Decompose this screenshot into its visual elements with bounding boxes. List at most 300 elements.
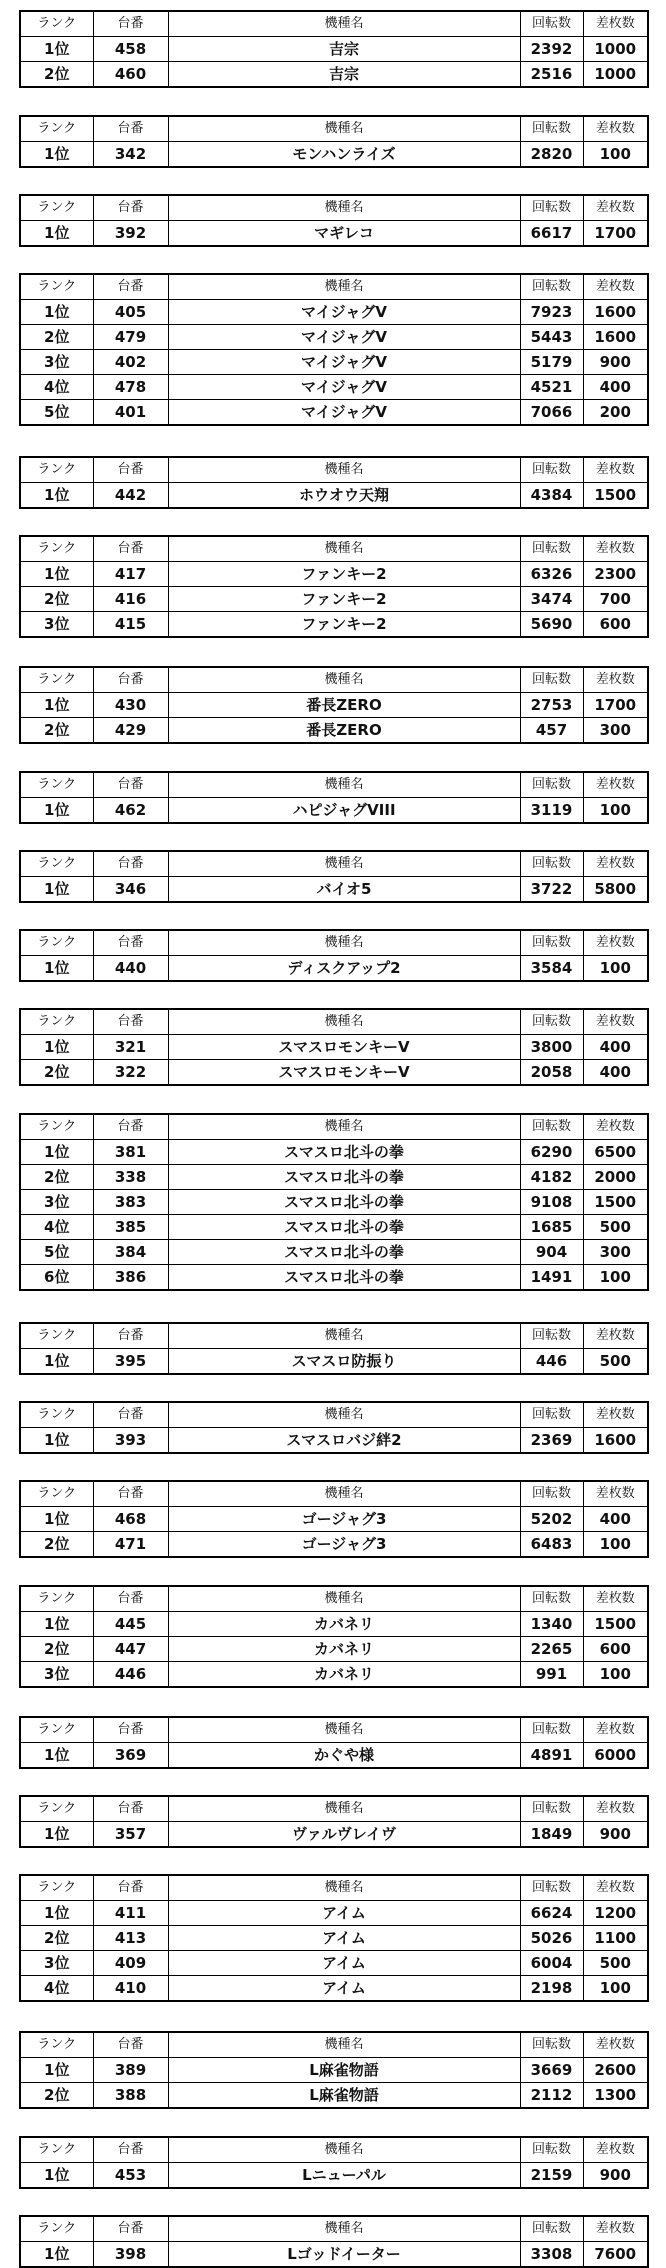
- diff-cell: 100: [583, 142, 648, 168]
- machine-ranking-table: [19, 666, 649, 744]
- rank-cell: 1位: [20, 2058, 93, 2083]
- diff-cell: 1600: [583, 300, 648, 325]
- table-header-row: [20, 1796, 648, 1822]
- machine-number-cell: 389: [93, 2058, 168, 2083]
- machine-number-cell: 392: [93, 221, 168, 247]
- table-row: [20, 587, 648, 612]
- machine-number-cell: 417: [93, 562, 168, 587]
- machine-number-cell: 429: [93, 718, 168, 744]
- model-name-cell: かぐや様: [168, 1743, 520, 1769]
- table-row: [20, 1060, 648, 1086]
- header-rank: ランク: [20, 1114, 93, 1140]
- rank-cell: 1位: [20, 37, 93, 62]
- machine-number-cell: 383: [93, 1190, 168, 1215]
- machine-ranking-table: [19, 2031, 649, 2109]
- spins-cell: 991: [520, 1662, 583, 1688]
- header-model-name: 機種名: [168, 1323, 520, 1349]
- model-name-cell: ファンキー2: [168, 562, 520, 587]
- table-row: [20, 1140, 648, 1165]
- rank-cell: 2位: [20, 1637, 93, 1662]
- diff-cell: 900: [583, 2163, 648, 2189]
- model-name-cell: Lゴッドイーター: [168, 2242, 520, 2268]
- machine-ranking-table: [19, 929, 649, 982]
- header-machine-number: 台番: [93, 667, 168, 693]
- model-name-cell: ゴージャグ3: [168, 1532, 520, 1558]
- spins-cell: 904: [520, 1240, 583, 1265]
- table-header-row: [20, 1481, 648, 1507]
- diff-cell: 100: [583, 1662, 648, 1688]
- diff-cell: 400: [583, 1035, 648, 1060]
- table-row: [20, 62, 648, 88]
- header-machine-number: 台番: [93, 772, 168, 798]
- diff-cell: 500: [583, 1349, 648, 1375]
- header-spins: 回転数: [520, 2216, 583, 2242]
- model-name-cell: マイジャグV: [168, 325, 520, 350]
- machine-ranking-table: [19, 1585, 649, 1688]
- machine-ranking-table: [19, 2215, 649, 2268]
- header-spins: 回転数: [520, 116, 583, 142]
- header-model-name: 機種名: [168, 667, 520, 693]
- diff-cell: 900: [583, 1822, 648, 1848]
- rank-cell: 1位: [20, 1428, 93, 1454]
- table-row: [20, 798, 648, 824]
- header-rank: ランク: [20, 1796, 93, 1822]
- model-name-cell: L麻雀物語: [168, 2083, 520, 2109]
- table-row: [20, 1035, 648, 1060]
- table-header-row: [20, 1402, 648, 1428]
- diff-cell: 200: [583, 400, 648, 426]
- model-name-cell: スマスロ北斗の拳: [168, 1190, 520, 1215]
- diff-cell: 1000: [583, 62, 648, 88]
- header-rank: ランク: [20, 1586, 93, 1612]
- model-name-cell: ゴージャグ3: [168, 1507, 520, 1532]
- header-model-name: 機種名: [168, 851, 520, 877]
- model-name-cell: スマスロモンキーV: [168, 1060, 520, 1086]
- spins-cell: 6004: [520, 1951, 583, 1976]
- rank-cell: 2位: [20, 1165, 93, 1190]
- diff-cell: 2000: [583, 1165, 648, 1190]
- rank-cell: 1位: [20, 1140, 93, 1165]
- header-diff: 差枚数: [583, 195, 648, 221]
- machine-number-cell: 342: [93, 142, 168, 168]
- header-spins: 回転数: [520, 274, 583, 300]
- model-name-cell: Lニューパル: [168, 2163, 520, 2189]
- header-diff: 差枚数: [583, 457, 648, 483]
- header-machine-number: 台番: [93, 195, 168, 221]
- diff-cell: 300: [583, 718, 648, 744]
- machine-ranking-table: [19, 1322, 649, 1375]
- table-row: [20, 1349, 648, 1375]
- header-rank: ランク: [20, 1009, 93, 1035]
- header-spins: 回転数: [520, 1717, 583, 1743]
- model-name-cell: 番長ZERO: [168, 693, 520, 718]
- diff-cell: 1300: [583, 2083, 648, 2109]
- rank-cell: 1位: [20, 956, 93, 982]
- rank-cell: 1位: [20, 300, 93, 325]
- spins-cell: 6483: [520, 1532, 583, 1558]
- table-row: [20, 300, 648, 325]
- header-model-name: 機種名: [168, 457, 520, 483]
- header-machine-number: 台番: [93, 1875, 168, 1901]
- header-spins: 回転数: [520, 1586, 583, 1612]
- diff-cell: 1500: [583, 1612, 648, 1637]
- diff-cell: 2600: [583, 2058, 648, 2083]
- model-name-cell: マイジャグV: [168, 375, 520, 400]
- machine-number-cell: 393: [93, 1428, 168, 1454]
- spins-cell: 2112: [520, 2083, 583, 2109]
- header-machine-number: 台番: [93, 274, 168, 300]
- table-row: [20, 350, 648, 375]
- rank-cell: 2位: [20, 1926, 93, 1951]
- model-name-cell: スマスロモンキーV: [168, 1035, 520, 1060]
- model-name-cell: スマスロ北斗の拳: [168, 1165, 520, 1190]
- model-name-cell: カバネリ: [168, 1637, 520, 1662]
- table-header-row: [20, 116, 648, 142]
- spins-cell: 2198: [520, 1976, 583, 2002]
- table-header-row: [20, 772, 648, 798]
- machine-number-cell: 471: [93, 1532, 168, 1558]
- header-model-name: 機種名: [168, 2216, 520, 2242]
- rank-cell: 1位: [20, 877, 93, 903]
- header-rank: ランク: [20, 116, 93, 142]
- machine-number-cell: 446: [93, 1662, 168, 1688]
- model-name-cell: ホウオウ天翔: [168, 483, 520, 509]
- spins-cell: 6326: [520, 562, 583, 587]
- machine-number-cell: 402: [93, 350, 168, 375]
- table-header-row: [20, 457, 648, 483]
- machine-ranking-table: [19, 1113, 649, 1291]
- machine-number-cell: 413: [93, 1926, 168, 1951]
- model-name-cell: スマスロ北斗の拳: [168, 1215, 520, 1240]
- spins-cell: 2392: [520, 37, 583, 62]
- header-rank: ランク: [20, 2137, 93, 2163]
- table-row: [20, 2242, 648, 2268]
- diff-cell: 1600: [583, 1428, 648, 1454]
- table-row: [20, 877, 648, 903]
- table-row: [20, 1743, 648, 1769]
- header-model-name: 機種名: [168, 1114, 520, 1140]
- diff-cell: 700: [583, 587, 648, 612]
- spins-cell: 5443: [520, 325, 583, 350]
- header-diff: 差枚数: [583, 1402, 648, 1428]
- header-rank: ランク: [20, 274, 93, 300]
- spins-cell: 3119: [520, 798, 583, 824]
- rank-cell: 4位: [20, 1976, 93, 2002]
- table-header-row: [20, 195, 648, 221]
- header-spins: 回転数: [520, 2032, 583, 2058]
- rank-cell: 2位: [20, 325, 93, 350]
- header-rank: ランク: [20, 1402, 93, 1428]
- model-name-cell: アイム: [168, 1926, 520, 1951]
- rank-cell: 4位: [20, 375, 93, 400]
- spins-cell: 3474: [520, 587, 583, 612]
- header-machine-number: 台番: [93, 11, 168, 37]
- header-machine-number: 台番: [93, 1586, 168, 1612]
- model-name-cell: アイム: [168, 1976, 520, 2002]
- diff-cell: 100: [583, 1532, 648, 1558]
- rank-cell: 1位: [20, 2242, 93, 2268]
- model-name-cell: スマスロ北斗の拳: [168, 1265, 520, 1291]
- spins-cell: 1340: [520, 1612, 583, 1637]
- diff-cell: 1700: [583, 693, 648, 718]
- machine-ranking-table: [19, 850, 649, 903]
- rank-cell: 2位: [20, 1532, 93, 1558]
- diff-cell: 7600: [583, 2242, 648, 2268]
- header-machine-number: 台番: [93, 2216, 168, 2242]
- diff-cell: 1200: [583, 1901, 648, 1926]
- machine-ranking-table: [19, 1008, 649, 1086]
- header-machine-number: 台番: [93, 1114, 168, 1140]
- machine-number-cell: 321: [93, 1035, 168, 1060]
- rank-cell: 3位: [20, 1662, 93, 1688]
- header-model-name: 機種名: [168, 11, 520, 37]
- spins-cell: 2753: [520, 693, 583, 718]
- diff-cell: 600: [583, 1637, 648, 1662]
- rank-cell: 1位: [20, 221, 93, 247]
- header-rank: ランク: [20, 1323, 93, 1349]
- header-diff: 差枚数: [583, 1586, 648, 1612]
- table-row: [20, 718, 648, 744]
- machine-ranking-table: [19, 535, 649, 638]
- machine-number-cell: 442: [93, 483, 168, 509]
- table-row: [20, 325, 648, 350]
- machine-ranking-table: [19, 194, 649, 247]
- machine-ranking-table: [19, 2136, 649, 2189]
- header-diff: 差枚数: [583, 2216, 648, 2242]
- header-diff: 差枚数: [583, 930, 648, 956]
- spins-cell: 9108: [520, 1190, 583, 1215]
- header-model-name: 機種名: [168, 1875, 520, 1901]
- machine-number-cell: 409: [93, 1951, 168, 1976]
- spins-cell: 3722: [520, 877, 583, 903]
- model-name-cell: バイオ5: [168, 877, 520, 903]
- header-diff: 差枚数: [583, 1481, 648, 1507]
- header-spins: 回転数: [520, 195, 583, 221]
- machine-ranking-table: [19, 115, 649, 168]
- header-model-name: 機種名: [168, 1717, 520, 1743]
- table-row: [20, 1240, 648, 1265]
- model-name-cell: スマスロ北斗の拳: [168, 1240, 520, 1265]
- spins-cell: 5690: [520, 612, 583, 638]
- machine-ranking-table: [19, 456, 649, 509]
- machine-ranking-table: [19, 771, 649, 824]
- table-row: [20, 142, 648, 168]
- header-diff: 差枚数: [583, 1796, 648, 1822]
- machine-number-cell: 478: [93, 375, 168, 400]
- header-rank: ランク: [20, 457, 93, 483]
- header-rank: ランク: [20, 772, 93, 798]
- machine-ranking-table: [19, 1874, 649, 2002]
- header-machine-number: 台番: [93, 1009, 168, 1035]
- machine-number-cell: 338: [93, 1165, 168, 1190]
- table-row: [20, 1951, 648, 1976]
- spins-cell: 3584: [520, 956, 583, 982]
- header-spins: 回転数: [520, 1323, 583, 1349]
- table-header-row: [20, 1114, 648, 1140]
- machine-number-cell: 416: [93, 587, 168, 612]
- spins-cell: 4891: [520, 1743, 583, 1769]
- header-model-name: 機種名: [168, 536, 520, 562]
- header-machine-number: 台番: [93, 116, 168, 142]
- table-row: [20, 1532, 648, 1558]
- table-header-row: [20, 1323, 648, 1349]
- header-diff: 差枚数: [583, 1717, 648, 1743]
- model-name-cell: L麻雀物語: [168, 2058, 520, 2083]
- table-header-row: [20, 11, 648, 37]
- table-row: [20, 956, 648, 982]
- spins-cell: 6617: [520, 221, 583, 247]
- header-model-name: 機種名: [168, 1796, 520, 1822]
- rank-cell: 1位: [20, 1349, 93, 1375]
- model-name-cell: モンハンライズ: [168, 142, 520, 168]
- diff-cell: 6000: [583, 1743, 648, 1769]
- model-name-cell: マギレコ: [168, 221, 520, 247]
- spins-cell: 2058: [520, 1060, 583, 1086]
- rank-cell: 2位: [20, 587, 93, 612]
- table-row: [20, 1637, 648, 1662]
- rank-cell: 1位: [20, 1507, 93, 1532]
- model-name-cell: アイム: [168, 1951, 520, 1976]
- model-name-cell: マイジャグV: [168, 350, 520, 375]
- header-diff: 差枚数: [583, 11, 648, 37]
- model-name-cell: マイジャグV: [168, 400, 520, 426]
- diff-cell: 500: [583, 1951, 648, 1976]
- rank-cell: 1位: [20, 1035, 93, 1060]
- spins-cell: 6290: [520, 1140, 583, 1165]
- rank-cell: 5位: [20, 400, 93, 426]
- header-machine-number: 台番: [93, 1717, 168, 1743]
- header-diff: 差枚数: [583, 667, 648, 693]
- header-rank: ランク: [20, 851, 93, 877]
- spins-cell: 1491: [520, 1265, 583, 1291]
- header-spins: 回転数: [520, 2137, 583, 2163]
- table-row: [20, 1976, 648, 2002]
- rank-cell: 3位: [20, 1951, 93, 1976]
- model-name-cell: スマスロ防振り: [168, 1349, 520, 1375]
- spins-cell: 2516: [520, 62, 583, 88]
- header-model-name: 機種名: [168, 1402, 520, 1428]
- header-spins: 回転数: [520, 851, 583, 877]
- spins-cell: 6624: [520, 1901, 583, 1926]
- machine-number-cell: 401: [93, 400, 168, 426]
- header-machine-number: 台番: [93, 536, 168, 562]
- machine-number-cell: 479: [93, 325, 168, 350]
- diff-cell: 1700: [583, 221, 648, 247]
- spins-cell: 5179: [520, 350, 583, 375]
- model-name-cell: カバネリ: [168, 1612, 520, 1637]
- table-header-row: [20, 2216, 648, 2242]
- machine-ranking-table: [19, 1795, 649, 1848]
- header-diff: 差枚数: [583, 1875, 648, 1901]
- rank-cell: 2位: [20, 718, 93, 744]
- header-model-name: 機種名: [168, 274, 520, 300]
- header-diff: 差枚数: [583, 1323, 648, 1349]
- diff-cell: 400: [583, 375, 648, 400]
- rank-cell: 1位: [20, 1743, 93, 1769]
- header-machine-number: 台番: [93, 1481, 168, 1507]
- machine-number-cell: 384: [93, 1240, 168, 1265]
- machine-number-cell: 322: [93, 1060, 168, 1086]
- table-row: [20, 1612, 648, 1637]
- diff-cell: 300: [583, 1240, 648, 1265]
- spins-cell: 3308: [520, 2242, 583, 2268]
- machine-ranking-table: [19, 1480, 649, 1558]
- header-machine-number: 台番: [93, 851, 168, 877]
- table-header-row: [20, 851, 648, 877]
- machine-number-cell: 458: [93, 37, 168, 62]
- header-diff: 差枚数: [583, 2137, 648, 2163]
- table-row: [20, 1901, 648, 1926]
- header-rank: ランク: [20, 930, 93, 956]
- header-spins: 回転数: [520, 1481, 583, 1507]
- table-row: [20, 400, 648, 426]
- table-row: [20, 562, 648, 587]
- machine-number-cell: 388: [93, 2083, 168, 2109]
- model-name-cell: 番長ZERO: [168, 718, 520, 744]
- header-diff: 差枚数: [583, 772, 648, 798]
- header-model-name: 機種名: [168, 772, 520, 798]
- header-machine-number: 台番: [93, 930, 168, 956]
- header-rank: ランク: [20, 536, 93, 562]
- table-row: [20, 221, 648, 247]
- rank-cell: 2位: [20, 2083, 93, 2109]
- header-rank: ランク: [20, 11, 93, 37]
- spins-cell: 2265: [520, 1637, 583, 1662]
- rank-cell: 1位: [20, 2163, 93, 2189]
- rank-cell: 1位: [20, 562, 93, 587]
- header-diff: 差枚数: [583, 851, 648, 877]
- machine-number-cell: 415: [93, 612, 168, 638]
- model-name-cell: カバネリ: [168, 1662, 520, 1688]
- model-name-cell: アイム: [168, 1901, 520, 1926]
- header-diff: 差枚数: [583, 536, 648, 562]
- header-machine-number: 台番: [93, 1796, 168, 1822]
- table-row: [20, 1822, 648, 1848]
- machine-number-cell: 462: [93, 798, 168, 824]
- machine-number-cell: 411: [93, 1901, 168, 1926]
- machine-number-cell: 385: [93, 1215, 168, 1240]
- header-model-name: 機種名: [168, 1009, 520, 1035]
- header-diff: 差枚数: [583, 116, 648, 142]
- machine-number-cell: 357: [93, 1822, 168, 1848]
- machine-number-cell: 445: [93, 1612, 168, 1637]
- diff-cell: 900: [583, 350, 648, 375]
- table-row: [20, 375, 648, 400]
- table-row: [20, 1926, 648, 1951]
- rank-cell: 1位: [20, 142, 93, 168]
- machine-number-cell: 346: [93, 877, 168, 903]
- table-header-row: [20, 667, 648, 693]
- diff-cell: 2300: [583, 562, 648, 587]
- table-header-row: [20, 2032, 648, 2058]
- machine-number-cell: 410: [93, 1976, 168, 2002]
- header-spins: 回転数: [520, 930, 583, 956]
- header-diff: 差枚数: [583, 1114, 648, 1140]
- spins-cell: 457: [520, 718, 583, 744]
- rank-cell: 4位: [20, 1215, 93, 1240]
- spins-cell: 7923: [520, 300, 583, 325]
- header-diff: 差枚数: [583, 2032, 648, 2058]
- machine-number-cell: 405: [93, 300, 168, 325]
- header-spins: 回転数: [520, 1875, 583, 1901]
- rank-cell: 6位: [20, 1265, 93, 1291]
- machine-number-cell: 447: [93, 1637, 168, 1662]
- spins-cell: 4521: [520, 375, 583, 400]
- table-row: [20, 1265, 648, 1291]
- rank-cell: 1位: [20, 693, 93, 718]
- model-name-cell: ファンキー2: [168, 612, 520, 638]
- spins-cell: 446: [520, 1349, 583, 1375]
